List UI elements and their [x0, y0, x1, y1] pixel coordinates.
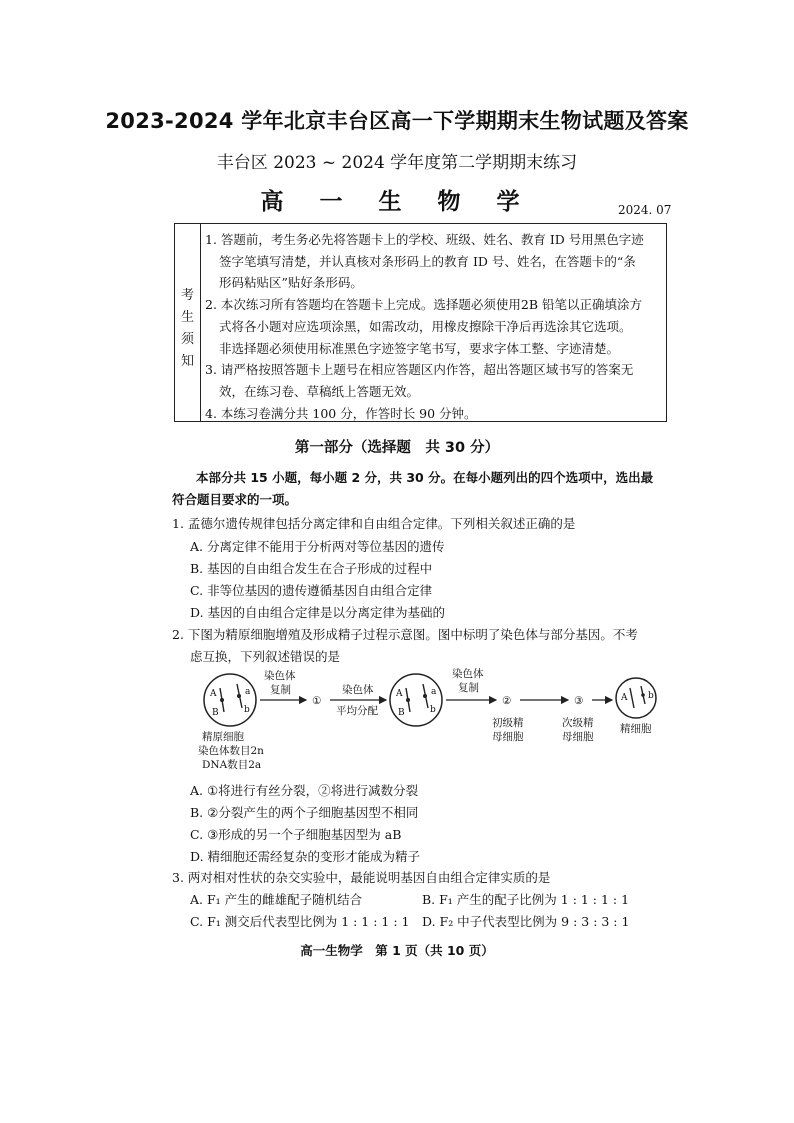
stage-number-2: ② [502, 695, 512, 707]
exam-date: 2024. 07 [618, 203, 672, 217]
primary-spermatocyte-label: 母细胞 [492, 731, 524, 743]
daughter-cell [390, 674, 442, 726]
arrow-label: 复制 [270, 684, 291, 696]
notice-label-char: 须 [181, 332, 195, 347]
question-1-option-a: A. 分离定律不能用于分析两对等位基因的遗传 [190, 539, 445, 554]
question-1-option-d: D. 基因的自由组合定律是以分离定律为基础的 [190, 605, 446, 620]
document-title: 2023-2024 学年北京丰台区高一下学期期末生物试题及答案 [105, 109, 689, 133]
chromosome-count-label: 染色体数目2n [198, 745, 264, 757]
question-1-stem: 1. 孟德尔遗传规律包括分离定律和自由组合定律。下列相关叙述正确的是 [172, 516, 576, 531]
question-3-option-b: B. F₁ 产生的配子比例为 1 : 1 : 1 : 1 [422, 892, 630, 907]
notice-line: 2. 本次练习所有答题均在答题卡上完成。选择题必须使用2B 铅笔以正确填涂方 [205, 297, 643, 313]
page-footer: 高一生物学 第 1 页（共 10 页） [300, 943, 494, 958]
question-3-option-c: C. F₁ 测交后代表型比例为 1 : 1 : 1 : 1 [190, 914, 410, 929]
primary-spermatocyte-label: 初级精 [492, 717, 524, 729]
notice-line: 形码粘贴区”贴好条形码。 [219, 275, 363, 291]
arrow-label: 染色体 [452, 668, 484, 680]
subject-title: 高 一 生 物 学 [260, 189, 534, 215]
sperm-cell [616, 678, 656, 718]
question-2-option-d: D. 精细胞还需经复杂的变形才能成为精子 [190, 849, 421, 864]
dna-count-label: DNA数目2a [202, 759, 262, 771]
question-3-option-a: A. F₁ 产生的雌雄配子随机结合 [190, 892, 363, 907]
gene-label: a [245, 687, 251, 697]
stage-number-1: ① [312, 695, 322, 707]
instruction-line: 符合题目要求的一项。 [172, 492, 298, 507]
gene-label: b [244, 705, 250, 715]
secondary-spermatocyte-label: 母细胞 [562, 731, 594, 743]
spermatogonium-label: 精原细胞 [202, 731, 244, 743]
notice-label-char: 知 [181, 354, 195, 369]
notice-label-char: 考 [181, 288, 195, 303]
part-one-title: 第一部分（选择题 共 30 分） [294, 440, 500, 456]
gene-label: b [648, 691, 654, 701]
question-3-option-d: D. F₂ 中子代表型比例为 9 : 3 : 3 : 1 [422, 914, 630, 929]
stage-number-3: ③ [574, 695, 584, 707]
notice-label [175, 224, 201, 421]
gene-label: A [396, 689, 403, 699]
secondary-spermatocyte-label: 次级精 [562, 717, 594, 729]
instruction-line: 本部分共 15 小题，每小题 2 分，共 30 分。在每小题列出的四个选项中，选出最 [196, 470, 654, 485]
notice-line: 1. 答题前，考生务必先将答题卡上的学校、班级、姓名、教育 ID 号用黑色字迹 [205, 232, 644, 247]
candidate-notice-box [174, 223, 667, 422]
question-1-option-c: C. 非等位基因的遗传遵循基因自由组合定律 [190, 583, 433, 598]
question-3-stem: 3. 两对相对性状的杂交实验中，最能说明基因自由组合定律实质的是 [172, 870, 551, 885]
gene-label: B [398, 708, 405, 718]
spermatogonium-cell [204, 674, 256, 726]
part-one-instruction [172, 467, 668, 511]
arrow-label: 染色体 [264, 670, 296, 682]
arrow-label: 平均分配 [336, 705, 378, 717]
gene-label: A [210, 689, 217, 699]
question-2-stem-continued: 虑互换，下列叙述错误的是 [190, 649, 341, 664]
question-1-option-b: B. 基因的自由组合发生在合子形成的过程中 [190, 561, 433, 576]
gene-label: B [212, 708, 219, 718]
notice-items [205, 229, 663, 424]
arrow-label: 染色体 [342, 684, 374, 696]
notice-line: 非选择题必须使用标准黑色字迹签字笔书写，要求字体工整、字迹清楚。 [219, 340, 620, 356]
notice-line: 3. 请严格按照答题卡上题号在相应答题区内作答，超出答题区域书写的答案无 [205, 362, 634, 378]
notice-line: 式将各小题对应选项涂黑，如需改动，用橡皮擦除干净后再选涂其它选项。 [219, 318, 632, 334]
notice-line: 签字笔填写清楚，并认真核对条形码上的教育 ID 号、姓名，在答题卡的“条 [219, 253, 636, 269]
notice-line: 4. 本练习卷满分共 100 分，作答时长 90 分钟。 [205, 405, 477, 421]
arrow-label: 复制 [458, 682, 479, 694]
question-2-option-c: C. ③形成的另一个子细胞基因型为 aB [190, 827, 402, 842]
question-2-option-b: B. ②分裂产生的两个子细胞基因型不相同 [190, 805, 419, 820]
exam-subtitle: 丰台区 2023 ~ 2024 学年度第二学期期末练习 [216, 153, 578, 173]
question-2-option-a: A. ①将进行有丝分裂，②将进行减数分裂 [190, 783, 419, 798]
question-2-stem: 2. 下图为精原细胞增殖及形成精子过程示意图。图中标明了染色体与部分基因。不考 [172, 627, 638, 642]
spermatogenesis-diagram [190, 664, 670, 776]
gene-label: a [431, 687, 437, 697]
notice-line: 效，在练习卷、草稿纸上答题无效。 [219, 383, 420, 399]
gene-label: b [430, 705, 436, 715]
sperm-label: 精细胞 [620, 723, 652, 735]
gene-label: A [621, 693, 628, 703]
notice-label-char: 生 [181, 310, 195, 325]
